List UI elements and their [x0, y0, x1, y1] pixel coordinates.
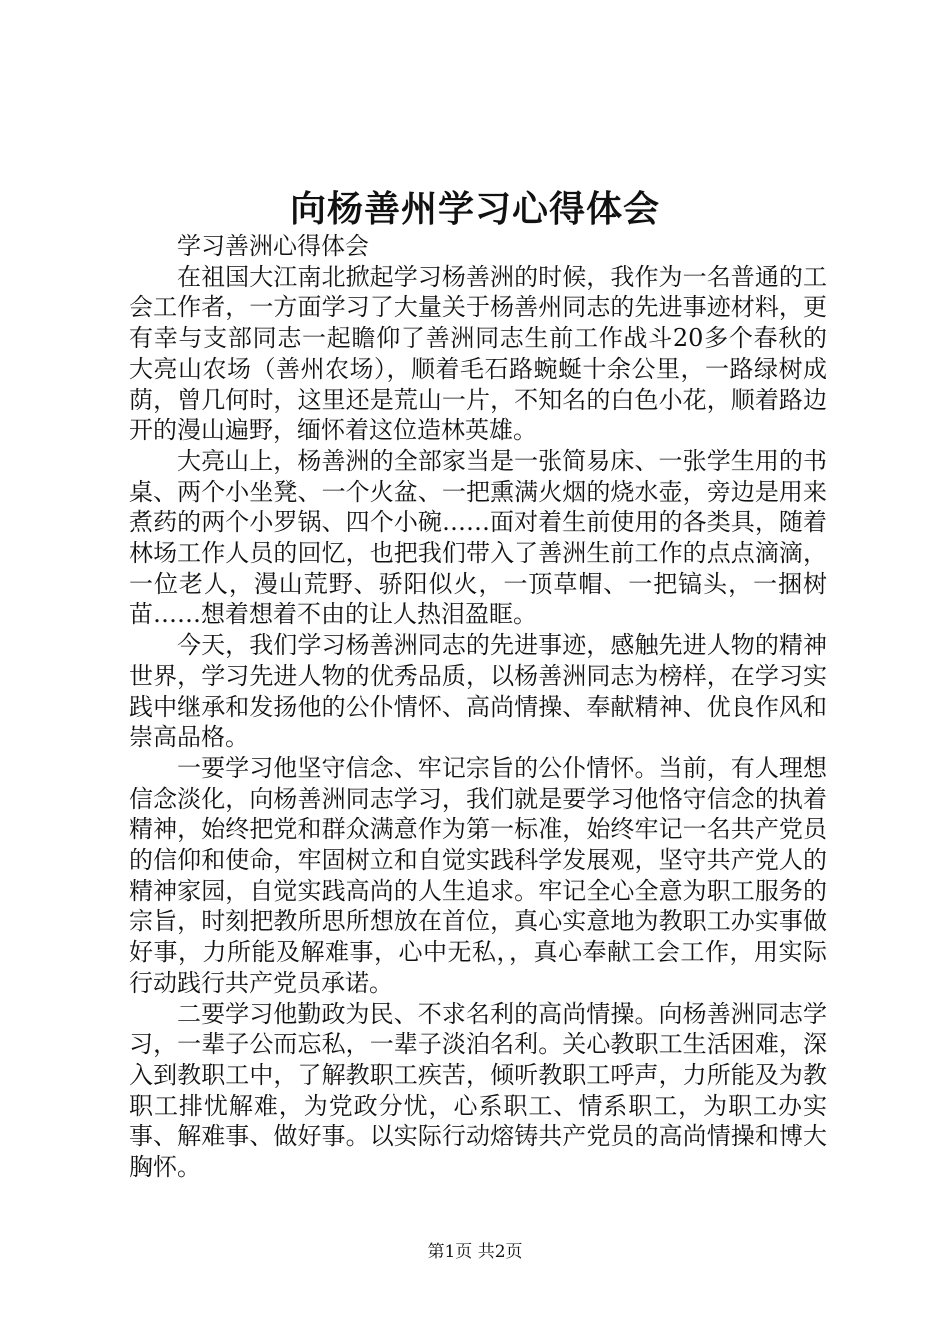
page-total: 共2页 — [477, 1242, 523, 1262]
body-paragraph: 大亮山上，杨善洲的全部家当是一张简易床、一张学生用的书桌、两个小坐凳、一个火盆、一把熏满火烟的烧水壶，旁边是用来煮药的两个小罗锅、四个小碗……面对着生前使用的各类具，随着林场工作人员的回忆，也把我们带入了善洲生前工作的点点滴滴，一位老人，漫山荒野、骄阳似火，一顶草帽、一把镐头，一捆树苗……想着想着不由的让人热泪盈眶。 — [129, 446, 827, 629]
subtitle-paragraph: 学习善洲心得体会 — [177, 232, 369, 260]
body-paragraph: 在祖国大江南北掀起学习杨善洲的时候，我作为一名普通的工会工作者，一方面学习了大量关于杨善州同志的先进事迹材料，更有幸与支部同志一起瞻仰了善洲同志生前工作战斗20多个春秋的大亮山农场（善州农场），顺着毛石路蜿蜒十余公里，一路绿树成荫，曾几何时，这里还是荒山一片，不知名的白色小花，顺着路边开的漫山遍野，缅怀着这位造林英雄。 — [129, 262, 827, 445]
document-body — [129, 231, 827, 1183]
page-footer — [0, 1240, 950, 1264]
document-title: 向杨善州学习心得体会 — [289, 188, 660, 230]
body-paragraph: 二要学习他勤政为民、不求名利的高尚情操。向杨善洲同志学习，一辈子公而忘私，一辈子淡泊名利。关心教职工生活困难，深入到教职工中，了解教职工疾苦，倾听教职工呼声，力所能及为教职工排忧解难，为党政分忧，心系职工、情系职工，为职工办实事、解难事、做好事。以实际行动熔铸共产党员的高尚情操和博大胸怀。 — [129, 999, 827, 1182]
body-paragraph: 今天，我们学习杨善洲同志的先进事迹，感触先进人物的精神世界，学习先进人物的优秀品质，以杨善洲同志为榜样，在学习实践中继承和发扬他的公仆情怀、高尚情操、奉献精神、优良作风和崇高品格。 — [129, 631, 827, 752]
body-paragraph: 一要学习他坚守信念、牢记宗旨的公仆情怀。当前，有人理想信念淡化，向杨善洲同志学习，我们就是要学习他恪守信念的执着精神，始终把党和群众满意作为第一标准，始终牢记一名共产党员的信仰和使命，牢固树立和自觉实践科学发展观，坚守共产党人的精神家园，自觉实践高尚的人生追求。牢记全心全意为职工服务的宗旨，时刻把教所思所想放在首位，真心实意地为教职工办实事做好事，力所能及解难事，心中无私，，真心奉献工会工作，用实际行动践行共产党员承诺。 — [129, 753, 827, 997]
page-number: 第1页 — [427, 1242, 473, 1262]
